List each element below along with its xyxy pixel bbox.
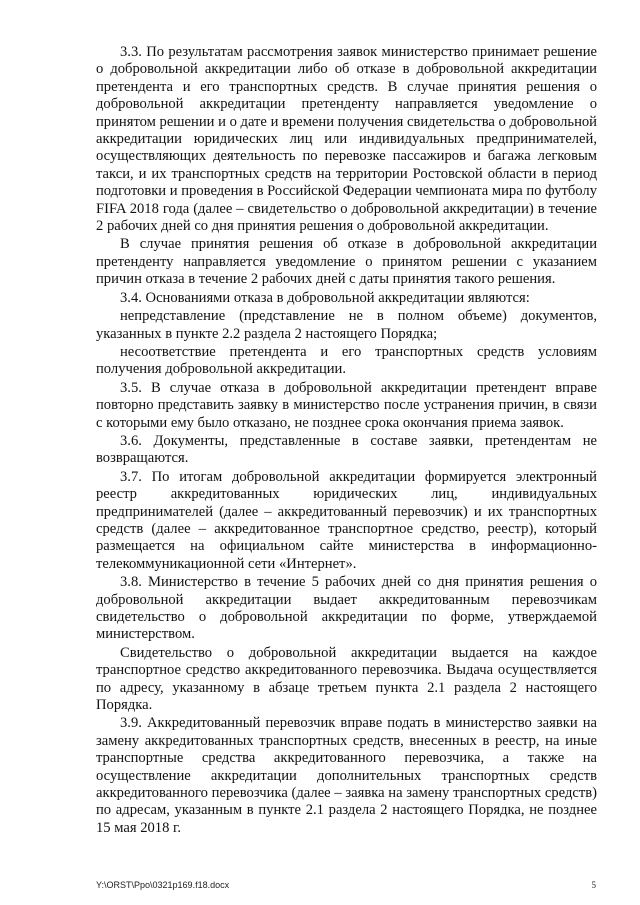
paragraph-3-5: 3.5. В случае отказа в добровольной аккредитации претендент вправе повторно представить заявку в министерство после устранения причин, в связи с которыми ему было отказано, не позднее срока окончания приема заявок. <box>96 379 597 431</box>
paragraph-noncompliance: несоответствие претендента и его транспортных средств условиям получения добровольной аккредитации. <box>96 343 597 378</box>
page-number: 5 <box>591 880 596 890</box>
paragraph-refusal-notice: В случае принятия решения об отказе в добровольной аккредитации претенденту направляется уведомление о принятом решении с указанием причин отказа в течение 2 рабочих дней с даты принятия такого решения. <box>96 236 597 288</box>
paragraph-3-4: 3.4. Основаниями отказа в добровольной аккредитации являются: <box>120 289 530 306</box>
document-body <box>96 44 597 837</box>
paragraph-3-7: 3.7. По итогам добровольной аккредитации формируется электронный реестр аккредитованных юридических лиц, индивидуальных предпринимателей (далее – аккредитованный перевозчик) и их транспортных средств (далее – аккредитованное транспортное средство, реестр), который размещается на официальном сайте министерства в информационно-телекоммуникационной сети «Интернет». <box>96 468 597 572</box>
paragraph-3-6: 3.6. Документы, представленные в составе заявки, претендентам не возвращаются. <box>96 432 597 467</box>
paragraph-3-8: 3.8. Министерство в течение 5 рабочих дней со дня принятия решения о добровольной аккредитации выдает аккредитованным перевозчикам свидетельство о добровольной аккредитации по форме, утверждаемой министерством. <box>96 574 597 643</box>
file-path: Y:\ORST\Ppo\0321p169.f18.docx <box>96 880 230 890</box>
paragraph-certificate-issue: Свидетельство о добровольной аккредитации выдается на каждое транспортное средство аккредитованного перевозчика. Выдача осуществляется по адресу, указанному в абзаце третьем пункта 2.1 раздела 2 настоящего Порядка. <box>96 644 597 714</box>
paragraph-nonsubmission: непредставление (представление не в полном объеме) документов, указанных в пункте 2.2 раздела 2 настоящего Порядка; <box>96 308 597 342</box>
paragraph-3-3: 3.3. По результатам рассмотрения заявок министерство принимает решение о добровольной аккредитации либо об отказе в добровольной аккредитации претендента и его транспортных средств. В случае принятия решения о добровольной аккредитации претенденту направляется уведомление о принятом решении и о дате и времени получения свидетельства о добровольной аккредитации юридических лиц или индивидуальных предпринимателей, осуществляющих деятельность по перевозке пассажиров и багажа легковым такси, и их транспортных средств на территории Ростовской области в период подготовки и проведения в Российской Федерации чемпионата мира по футболу FIFA 2018 года (далее – свидетельство о добровольной аккредитации) в течение 2 рабочих дней со дня принятия решения о добровольной аккредитации. <box>96 44 597 235</box>
paragraph-3-9: 3.9. Аккредитованный перевозчик вправе подать в министерство заявки на замену аккредитованных транспортных средств, внесенных в реестр, на иные транспортные средства аккредитованного перевозчика, а также на осуществление аккредитации дополнительных транспортных средств аккредитованного перевозчика (далее – заявка на замену транспортных средств) по адресам, указанным в пункте 2.1 раздела 2 настоящего Порядка, не позднее 15 мая 2018 г. <box>96 715 597 836</box>
